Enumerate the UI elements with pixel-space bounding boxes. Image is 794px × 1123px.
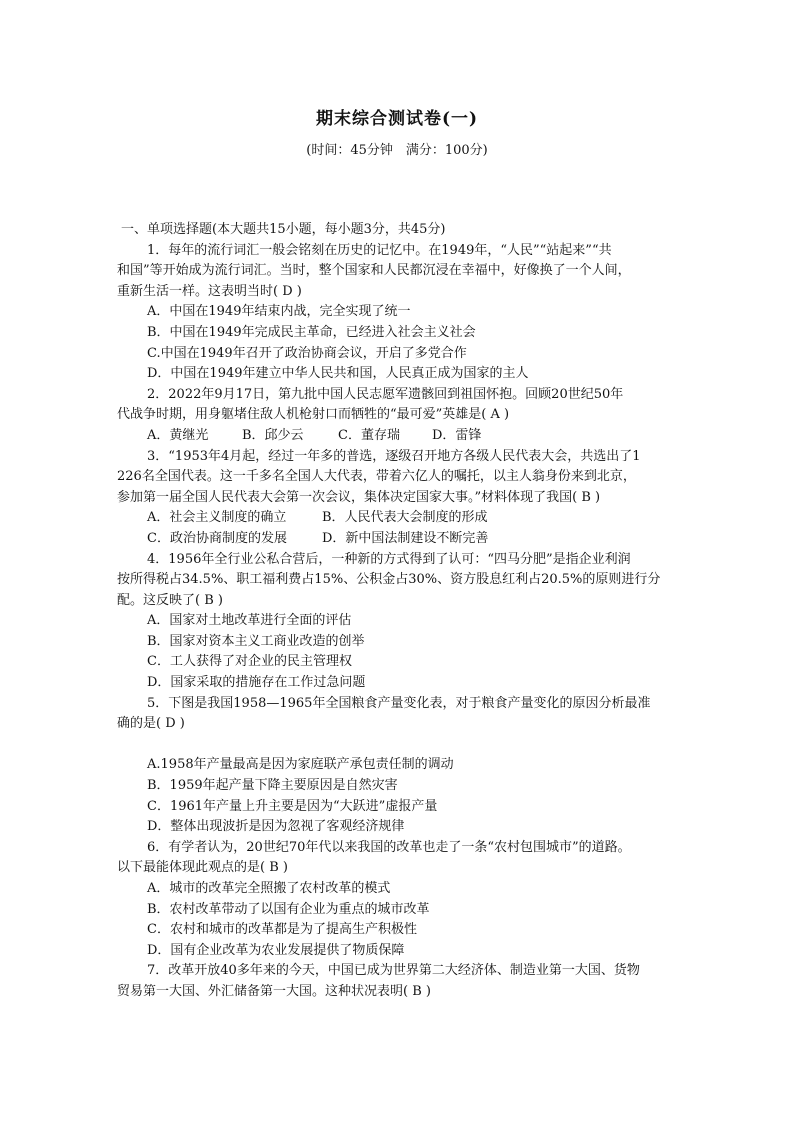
exam-content [117,220,687,1003]
question-3-option-a: A．社会主义制度的确立 [147,510,287,526]
question-1-stem-cont: 和国”等开始成为流行词汇。当时，整个国家和人民都沉浸在幸福中，好像换了一个人间， [117,263,631,279]
question-1-option-c: C.中国在1949年召开了政治协商会议，开启了多党合作 [147,345,467,361]
question-5-option-c: C．1961年产量上升主要是因为“大跃进”虚报产量 [147,798,438,814]
question-4-option-c: C．工人获得了对企业的民主管理权 [147,654,352,670]
question-2-option-b: B．邱少云 [242,427,304,443]
question-3-options-cd [147,529,687,550]
question-1-stem-cont: 重新生活一样。这表明当时( D ) [117,283,302,299]
question-6-option-c: C．农村和城市的改革都是为了提高生产积极性 [147,922,417,938]
question-1-stem: 1．每年的流行词汇一般会铭刻在历史的记忆中。在1949年，“人民”“站起来”“共 [147,242,612,258]
question-5-option-a: A.1958年产量最高是因为家庭联产承包责任制的调动 [147,757,454,773]
question-6-stem: 6．有学者认为，20世纪70年代以来我国的改革也走了一条“农村包围城市”的道路。 [147,839,631,855]
question-1-option-b: B．中国在1949年完成民主革命，已经进入社会主义社会 [147,324,476,340]
question-7-stem: 7．改革开放40多年来的今天，中国已成为世界第二大经济体、制造业第一大国、货物 [147,963,640,979]
question-5-stem: 5．下图是我国1958—1965年全国粮食产量变化表，对于粮食产量变化的原因分析最准 [147,695,651,711]
question-2-option-d: D．雷锋 [432,427,482,443]
exam-title: 期末综合测试卷(一) [315,109,479,129]
question-2-stem-cont: 代战争时期，用身躯堵住敌人机枪射口而牺牲的“最可爱”英雄是( A ) [117,407,510,423]
question-2-stem: 2．2022年9月17日，第九批中国人民志愿军遗骸回到祖国怀抱。回顾20世纪50年 [147,386,624,402]
question-4-option-d: D．国家采取的措施存在工作过急问题 [147,675,366,691]
question-3-stem-cont: 参加第一届全国人民代表大会第一次会议，集体决定国家大事。”材料体现了我国( B ) [117,489,601,505]
section-heading: 一、单项选择题(本大题共15小题，每小题3分，共45分) [121,222,446,237]
question-4-stem: 4．1956年全行业公私合营后，一种新的方式得到了认可：“四马分肥”是指企业利润 [147,551,631,567]
question-1-option-a: A．中国在1949年结束内战，完全实现了统一 [147,304,411,320]
question-2-option-a: A．黄继光 [147,427,209,443]
question-5-stem-cont: 确的是( D ) [117,716,185,732]
question-3-stem: 3．“1953年4月起，经过一年多的普选，逐级召开地方各级人民代表大会，共选出了1 [147,448,641,464]
question-3-option-b: B．人民代表大会制度的形成 [322,510,488,526]
question-2-option-c: C．董存瑞 [338,427,400,443]
figure-placeholder [147,735,687,756]
question-7-stem-cont: 贸易第一大国、外汇储备第一大国。这种状况表明( B ) [117,983,431,999]
question-2-options [147,426,687,447]
question-5-option-d: D．整体出现波折是因为忽视了客观经济规律 [147,819,405,835]
question-3-option-d: D．新中国法制建设不断完善 [322,530,489,546]
question-6-option-b: B．农村改革带动了以国有企业为重点的城市改革 [147,901,430,917]
question-4-stem-cont: 按所得税占34.5%、职工福利费占15%、公积金占30%、资方股息红利占20.5%的原则进行分 [117,572,661,588]
exam-subtitle: (时间：45分钟 满分：100分) [306,143,488,158]
question-6-option-d: D．国有企业改革为农业发展提供了物质保障 [147,942,405,958]
question-5-option-b: B．1959年起产量下降主要原因是自然灾害 [147,778,398,794]
question-4-option-b: B．国家对资本主义工商业改造的创举 [147,633,365,649]
question-3-option-c: C．政治协商制度的发展 [147,530,287,546]
question-3-options-ab [147,508,687,529]
question-4-stem-cont: 配。这反映了( B ) [117,592,223,608]
question-6-stem-cont: 以下最能体现此观点的是( B ) [117,860,288,876]
question-3-stem-cont: 226名全国代表。这一千多名全国人大代表，带着六亿人的嘱托，以主人翁身份来到北京， [117,469,636,485]
question-6-option-a: A．城市的改革完全照搬了农村改革的模式 [147,881,391,896]
question-4-option-a: A．国家对土地改革进行全面的评估 [147,613,352,629]
question-1-option-d: D．中国在1949年建立中华人民共和国，人民真正成为国家的主人 [147,366,529,382]
